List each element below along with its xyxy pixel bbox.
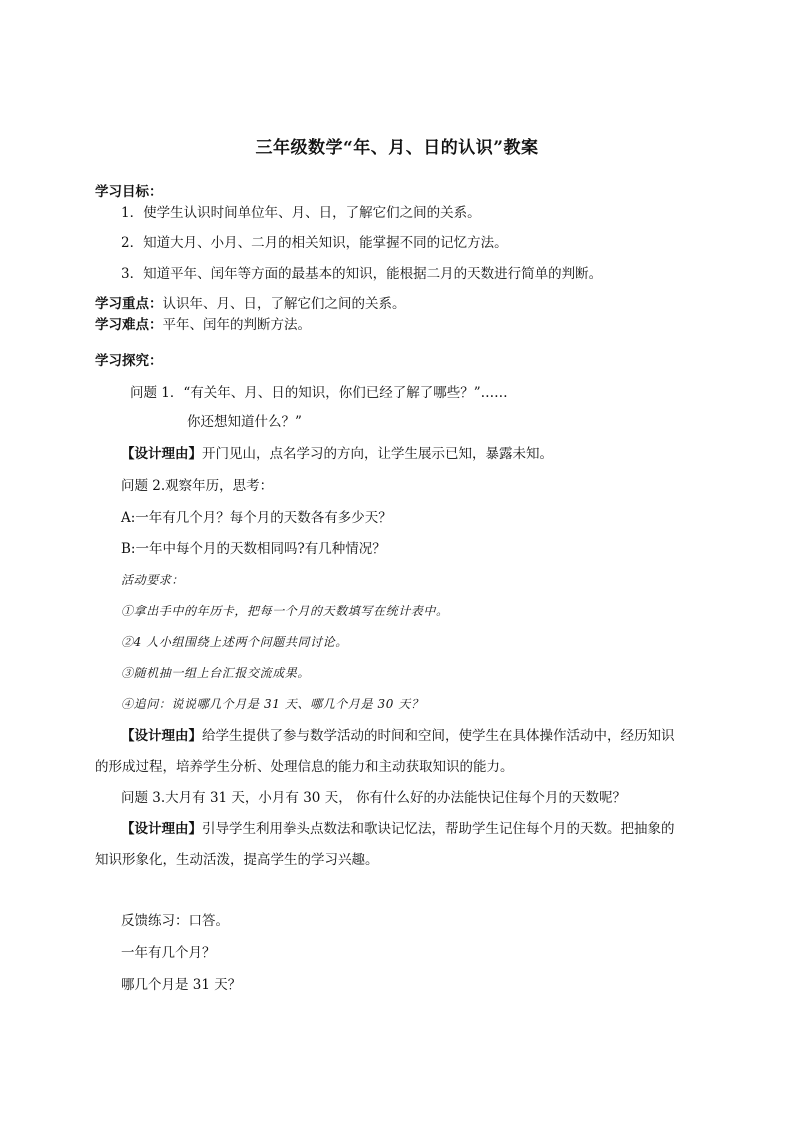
design-reason-3-line-1 bbox=[121, 820, 675, 838]
explore-heading: 学习探究： bbox=[95, 353, 163, 369]
design-reason-1-text: 开门见山，点名学习的方向，让学生展示已知，暴露未知。 bbox=[202, 446, 553, 462]
question-1-line-1: 问题 1．“有关年、月、日的知识，你们已经了解了哪些？”…… bbox=[130, 385, 508, 401]
key-point bbox=[95, 295, 406, 313]
feedback-heading: 反馈练习：口答。 bbox=[121, 913, 229, 929]
feedback-question-1: 一年有几个月？ bbox=[121, 945, 216, 961]
design-reason-label: 【设计理由】 bbox=[121, 821, 202, 837]
goals-heading: 学习目标： bbox=[95, 184, 163, 200]
difficulty bbox=[95, 316, 311, 334]
question-1-line-2: 你还想知道什么？” bbox=[187, 414, 302, 430]
question-2: 问题 2.观察年历，思考： bbox=[121, 478, 274, 494]
question-2-b: B:一年中每个月的天数相同吗?有几种情况？ bbox=[121, 541, 386, 557]
design-reason-3-line-2: 知识形象化，生动活泼，提高学生的学习兴趣。 bbox=[95, 852, 379, 868]
question-2-a: A:一年有几个月？每个月的天数各有多少天？ bbox=[121, 510, 392, 526]
design-reason-1 bbox=[121, 445, 553, 463]
goal-item-2: 2．知道大月、小月、二月的相关知识，能掌握不同的记忆方法。 bbox=[121, 235, 508, 251]
page-title: 三年级数学“年、月、日的认识”教案 bbox=[255, 138, 539, 158]
design-reason-label: 【设计理由】 bbox=[121, 728, 202, 744]
key-point-label: 学习重点： bbox=[95, 296, 163, 312]
design-reason-2-line-1 bbox=[121, 727, 675, 745]
design-reason-2-line-2: 的形成过程，培养学生分析、处理信息的能力和主动获取知识的能力。 bbox=[95, 759, 514, 775]
activity-heading: 活动要求： bbox=[121, 573, 185, 587]
difficulty-text: 平年、闰年的判断方法。 bbox=[162, 317, 311, 333]
question-3: 问题 3.大月有 31 天，小月有 30 天， 你有什么好的办法能快记住每个月的天数呢？ bbox=[121, 790, 626, 806]
activity-item-4: ④追问：说说哪几个月是 31 天、哪几个月是 30 天？ bbox=[121, 697, 424, 711]
design-reason-2-text: 给学生提供了参与数学活动的时间和空间，使学生在具体操作活动中，经历知识 bbox=[202, 728, 675, 744]
feedback-question-2: 哪几个月是 31 天？ bbox=[121, 977, 242, 993]
difficulty-label: 学习难点： bbox=[95, 317, 163, 333]
design-reason-3-text: 引导学生利用拳头点数法和歌诀记忆法，帮助学生记住每个月的天数。把抽象的 bbox=[202, 821, 675, 837]
goal-item-1: 1．使学生认识时间单位年、月、日，了解它们之间的关系。 bbox=[121, 205, 481, 221]
activity-item-3: ③随机抽一组上台汇报交流成果。 bbox=[121, 666, 311, 680]
design-reason-label: 【设计理由】 bbox=[121, 446, 202, 462]
activity-item-1: ①拿出手中的年历卡，把每一个月的天数填写在统计表中。 bbox=[121, 604, 449, 618]
goal-item-3: 3．知道平年、闰年等方面的最基本的知识，能根据二月的天数进行简单的判断。 bbox=[121, 266, 603, 282]
key-point-text: 认识年、月、日，了解它们之间的关系。 bbox=[162, 296, 406, 312]
activity-item-2: ②4 人小组围绕上述两个问题共同讨论。 bbox=[121, 635, 348, 649]
